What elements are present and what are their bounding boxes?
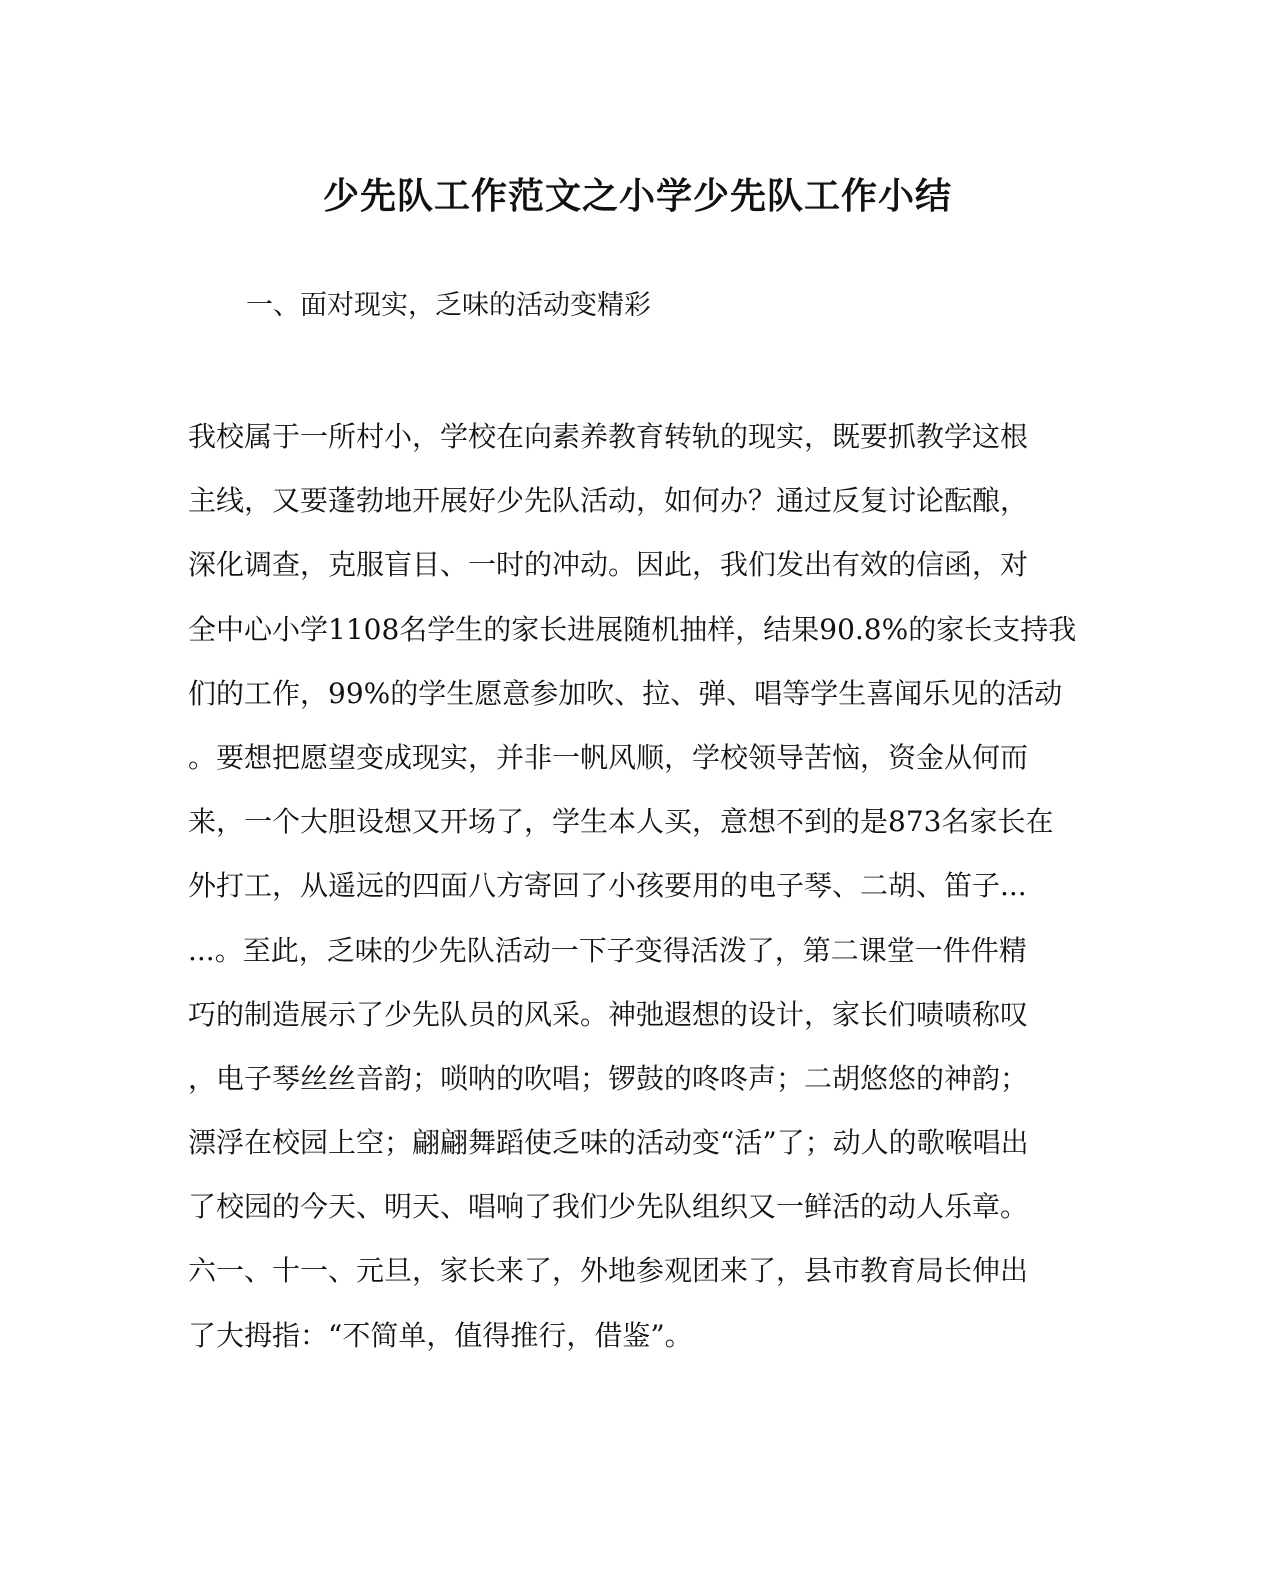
body-line: 了大拇指：“不简单，值得推行，借鉴”。: [188, 1318, 693, 1352]
body-paragraph: [188, 405, 1078, 1368]
body-line: 外打工，从遥远的四面八方寄回了小孩要用的电子琴、二胡、笛子...: [188, 869, 1027, 903]
body-line: 主线，又要蓬勃地开展好少先队活动，如何办？通过反复讨论酝酿，: [188, 484, 1029, 518]
body-line: 我校属于一所村小，学校在向素养教育转轨的现实，既要抓教学这根: [188, 420, 1029, 453]
body-line: 漂浮在校园上空；翩翩舞蹈使乏味的活动变“活”了；动人的歌喉唱出: [188, 1126, 1029, 1160]
section-heading: 一、面对现实，乏味的活动变精彩: [246, 290, 651, 321]
body-line: 巧的制造展示了少先队员的风采。神弛遐想的设计，家长们啧啧称叹: [188, 997, 1029, 1031]
body-line: 全中心小学1108名学生的家长进展随机抽样，结果90.8%的家长支持我: [188, 612, 1077, 646]
body-line: 了校园的今天、明天、唱响了我们少先队组织又一鲜活的动人乐章。: [188, 1190, 1029, 1224]
body-line: ...。至此，乏味的少先队活动一下子变得活泼了，第二课堂一件件精: [188, 933, 1027, 967]
body-line: 六一、十一、元旦，家长来了，外地参观团来了，县市教育局长伸出: [188, 1254, 1029, 1288]
body-line: 们的工作，99%的学生愿意参加吹、拉、弹、唱等学生喜闻乐见的活动: [188, 676, 1063, 710]
document-title: 少先队工作范文之小学少先队工作小结: [322, 175, 952, 217]
body-line: ，电子琴丝丝音韵；唢呐的吹唱；锣鼓的咚咚声；二胡悠悠的神韵；: [188, 1061, 1029, 1095]
body-line: 来，一个大胆设想又开场了，学生本人买，意想不到的是873名家长在: [188, 805, 1054, 839]
body-line: 深化调查，克服盲目、一时的冲动。因此，我们发出有效的信函，对: [188, 548, 1029, 582]
body-line: 。要想把愿望变成现实，并非一帆风顺，学校领导苦恼，资金从何而: [188, 740, 1029, 774]
